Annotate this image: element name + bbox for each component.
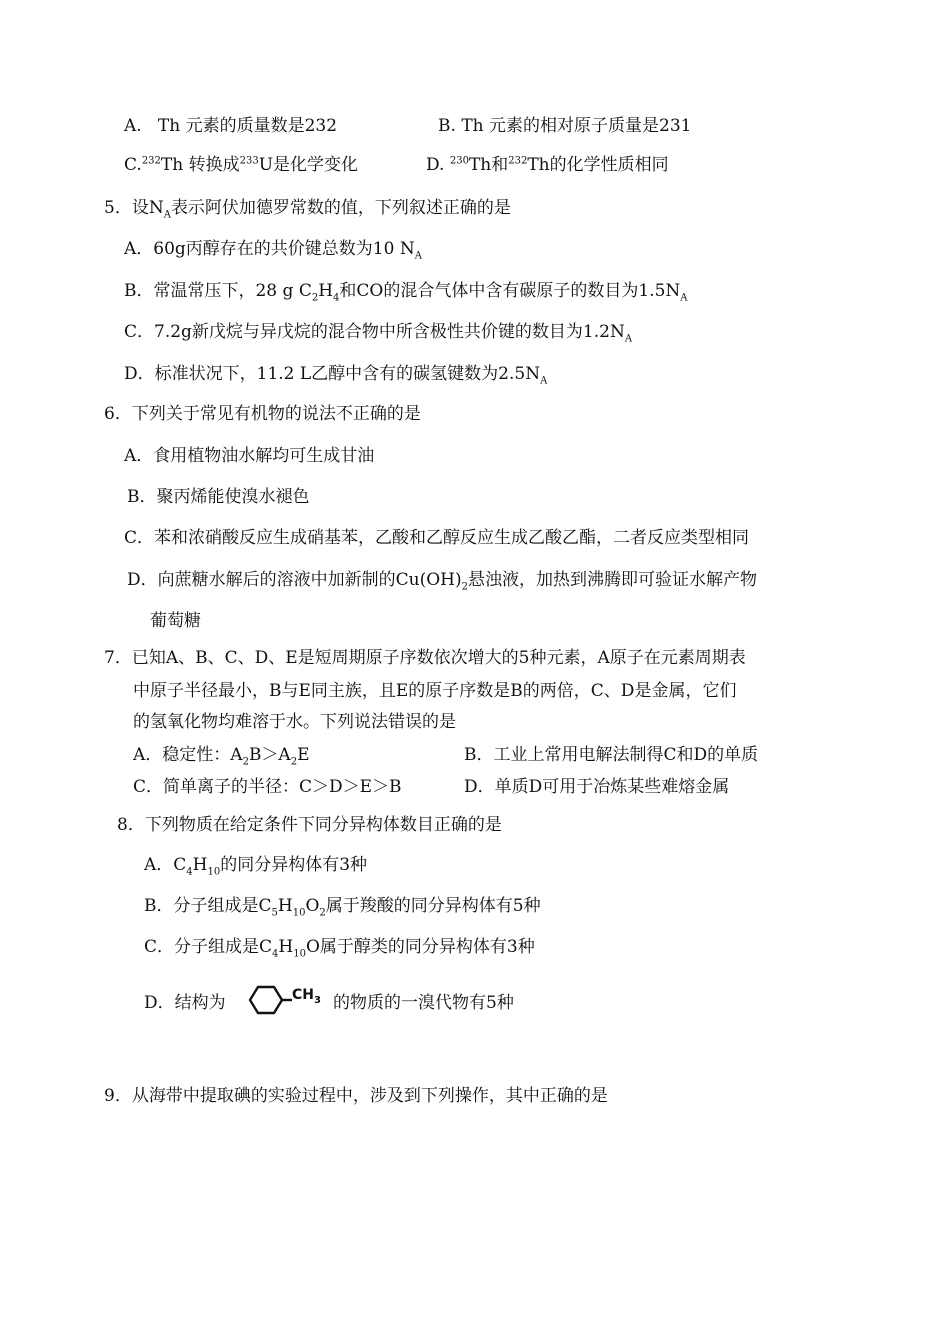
q6-stem: 6．下列关于常见有机物的说法不正确的是 (104, 404, 421, 424)
q8-stem: 8．下列物质在给定条件下同分异构体数目正确的是 (117, 815, 502, 835)
q5-option-b: B．常温常压下，28 g $C_2H_4$和CO的混合气体中含有碳原子的数目为$1.5N_A$ (124, 281, 688, 304)
q5-stem: 5．设$N_A$表示阿伏加德罗常数的值，下列叙述正确的是 (104, 198, 511, 221)
q6-option-b: B．聚丙烯能使溴水褪色 (127, 487, 310, 507)
q9-stem: 9．从海带中提取碘的实验过程中，涉及到下列操作，其中正确的是 (104, 1086, 608, 1106)
q8-option-c: C．分子组成是$C_4H_{10}O$属于醇类的同分异构体有3种 (144, 937, 535, 960)
q6-option-a: A．食用植物油水解均可生成甘油 (124, 446, 375, 466)
q7-option-c: C．简单离子的半径：C＞D＞E＞B (133, 777, 402, 797)
q5-option-a: A．60g丙醇存在的共价键总数为10 $N_A$ (124, 239, 422, 262)
q7-stem-line-2: 中原子半径最小，B与E同主族，且E的原子序数是B的两倍，C、D是金属，它们 (133, 681, 737, 701)
q4-option-b: B. Th 元素的相对原子质量是231 (438, 116, 692, 136)
q6-option-c: C．苯和浓硝酸反应生成硝基苯，乙酸和乙醇反应生成乙酸乙酯，二者反应类型相同 (124, 528, 750, 548)
q8-option-d-suffix: 的物质的一溴代物有5种 (333, 993, 514, 1013)
methyl-group-label: $CH_3$ (292, 987, 321, 1006)
q8-option-a: A．$C_4H_{10}$的同分异构体有3种 (144, 855, 368, 878)
q7-option-b: B．工业上常用电解法制得C和D的单质 (464, 745, 759, 765)
q8-option-d: D．结构为 (144, 993, 226, 1013)
q5-option-c: C．7.2g新戊烷与异戊烷的混合物中所含极性共价键的数目为$1.2N_A$ (124, 322, 633, 345)
q4-option-d: D. $^{230}$Th和$^{232}$Th的化学性质相同 (426, 155, 669, 175)
q7-option-a: A．稳定性：$A_2B>A_2E$ (133, 745, 310, 768)
q7-option-d: D．单质D可用于冶炼某些难熔金属 (464, 777, 730, 797)
q6-option-d-continued: 葡萄糖 (150, 611, 201, 631)
q7-stem-line-1: 7．已知A、B、C、D、E是短周期原子序数依次增大的5种元素，A原子在元素周期表 (104, 648, 746, 668)
q4-option-c: C.$^{232}$Th 转换成$^{233}$U是化学变化 (124, 155, 359, 175)
q5-option-d: D．标准状况下，11.2 L乙醇中含有的碳氢键数为$2.5N_A$ (124, 364, 548, 387)
q7-stem-line-3: 的氢氧化物均难溶于水。下列说法错误的是 (133, 712, 456, 732)
q6-option-d: D．向蔗糖水解后的溶液中加新制的$Cu(OH)_2$悬浊液，加热到沸腾即可验证水解产物 (127, 570, 757, 593)
q4-option-a: A. Th 元素的质量数是232 (124, 116, 338, 136)
q8-option-b: B．分子组成是$C_5H_{10}O_2$属于羧酸的同分异构体有5种 (144, 896, 541, 919)
